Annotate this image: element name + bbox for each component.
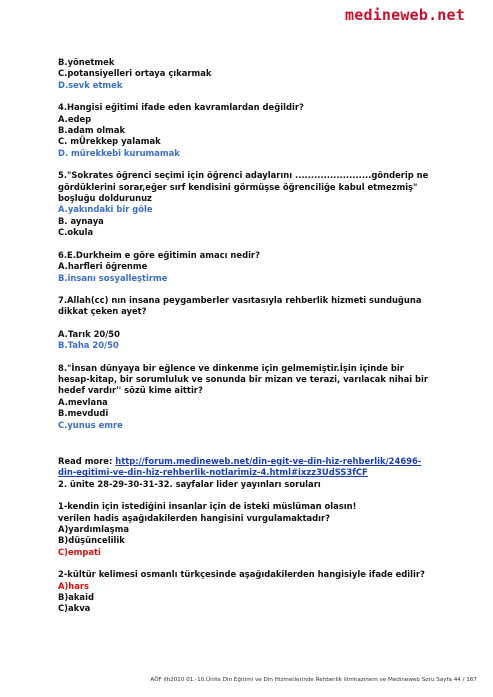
q5-option-a-answer: A.yakındaki bir göle xyxy=(58,204,153,215)
s1-option-c-answer: C)empati xyxy=(58,546,101,557)
q8-option-b: B.mevdudi xyxy=(58,408,109,419)
q7-option-b-answer: B.Taha 20/50 xyxy=(58,340,119,351)
q7-option-a: A.Tarık 20/50 xyxy=(58,328,120,339)
q4-question: 4.Hangisi eğitimi ifade eden kavramlardan değildir? xyxy=(58,102,304,113)
q4-option-a: A.edep xyxy=(58,113,92,124)
q5-question-line2: gördüklerini sorar,eğer sırf kendisini görmüşse öğrenciliğe kabul etmezmiş" xyxy=(58,181,418,192)
site-brand: medineweb.net xyxy=(345,6,465,24)
s1-option-b: B)düşüncelilik xyxy=(58,535,125,546)
document-body xyxy=(58,57,478,615)
q4-option-b: B.adam olmak xyxy=(58,125,126,136)
read-more-label: Read more: xyxy=(58,455,116,466)
q5-option-c: C.okula xyxy=(58,227,94,238)
s1-option-a: A)yardımlaşma xyxy=(58,524,130,534)
section-title: 2. ünite 28-29-30-31-32. sayfalar lider yayınları soruları xyxy=(58,478,321,489)
q8-question-line1: 8."İnsan dünyaya bir eğlence ve dinkenme için gelmemiştir.İşin içinde bir xyxy=(58,362,404,373)
s2-option-c: C)akva xyxy=(58,603,91,614)
q8-option-c-answer: C.yunus emre xyxy=(58,419,123,430)
read-more-link[interactable]: http://forum.medineweb.net/din-egit-ve-din-hiz-rehberlik/24696- xyxy=(115,455,422,466)
q7-question-line2: dikkat çeken ayet? xyxy=(58,306,147,317)
q3-option-d-answer: D.sevk etmek xyxy=(58,79,123,90)
q7-question-line1: 7.Allah(cc) nın insana peygamberler vasıtasıyla rehberlik hizmeti sunduğuna xyxy=(58,294,422,305)
q8-option-a: A.mevlana xyxy=(58,396,108,407)
q8-question-line2: hesap-kitap, bir sorumluluk ve sonunda bir mizan ve terazi, varılacak nihai bir xyxy=(58,373,429,384)
read-more-line2 xyxy=(58,467,478,478)
q8-question-line3: hedef vardır'' sözü kime aittir? xyxy=(58,385,203,396)
q4-option-c: C. mÜrekkep yalamak xyxy=(58,136,161,147)
q5-option-b: B. aynaya xyxy=(58,215,104,226)
q4-option-d-answer: D. mürekkebi kurumamak xyxy=(58,147,180,158)
read-more-line1 xyxy=(58,456,478,467)
q6-option-a: A.harfleri öğrenme xyxy=(58,261,148,272)
s2-option-a-answer: A)hars xyxy=(58,580,90,591)
q5-question-line3: boşluğu doldurunuz xyxy=(58,193,152,204)
q6-option-b-answer: B.insanı sosyalleştirme xyxy=(58,272,168,283)
s2-question: 2-kültür kelimesi osmanlı türkçesinde aşağıdakilerden hangisiyle ifade edilir? xyxy=(58,569,425,580)
q3-option-c: C.potansiyelleri ortaya çıkarmak xyxy=(58,68,212,79)
q5-question-line1: 5."Sokrates öğrenci seçimi için öğrenci adaylarını ........................gönderip ne xyxy=(58,170,429,181)
s1-question-line2: verilen hadis aşağıdakilerden hangisini vurgulamaktadır? xyxy=(58,512,330,523)
s1-question-line1: 1-kendin için istediğini insanlar için de isteki müslüman olasın! xyxy=(58,501,357,512)
q6-question: 6.E.Durkheim e göre eğitimin amacı nedir? xyxy=(58,249,260,260)
page-footer: AÖF ilh2010 01.-10.Ünite Din Eğitimi ve Din Hizmetlerinde Rehberlik ilimhazinem ve Medineweb Soru Sayfa 44 / 167 xyxy=(150,677,477,683)
read-more-link-continued[interactable]: din-egitimi-ve-din-hiz-rehberlik-notlarimiz-4.html#ixzz3UdSS3fCF xyxy=(58,467,368,478)
q3-option-b: B.yönetmek xyxy=(58,57,115,67)
s2-option-b: B)akaid xyxy=(58,592,94,603)
